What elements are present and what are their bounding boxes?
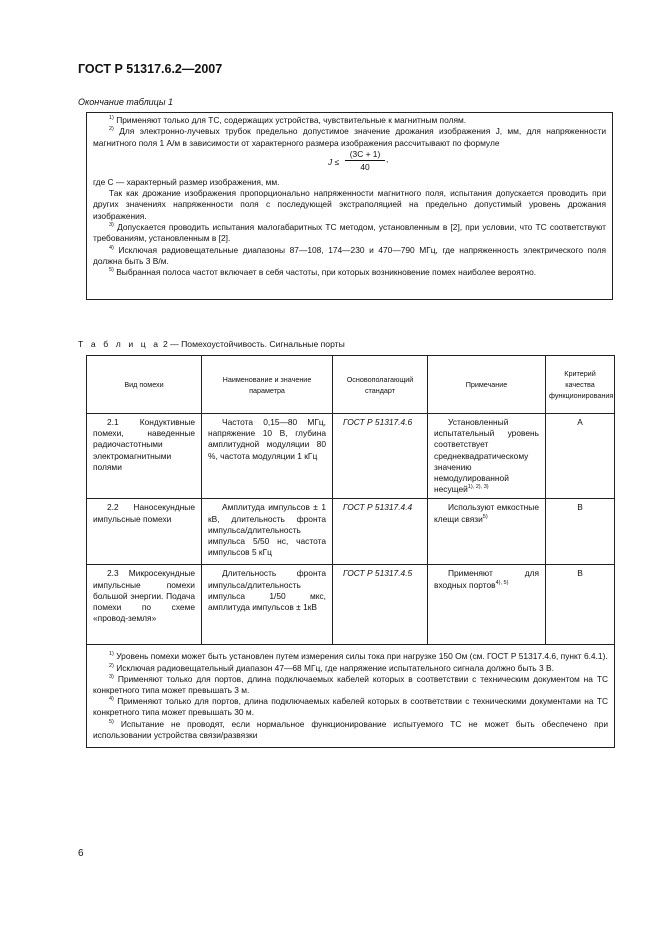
- formula-numerator: (3C + 1): [345, 149, 385, 161]
- table1-note-2-extra: Так как дрожание изображения пропорционально напряженности магнитного поля, испытания допускается проводить при других значениях напряженности поля с последующей экстраполяцией на предельно допустимый уровень дрожания изображения.: [93, 188, 606, 221]
- col-header-criterion: Критерий качества функционирования: [546, 356, 615, 414]
- table1-continuation-caption: Окончание таблицы 1: [78, 97, 173, 107]
- table2-notes: [87, 645, 615, 748]
- table1-note-2-where: где С — характерный размер изображения, мм.: [93, 176, 280, 187]
- cell-standard: ГОСТ Р 51317.4.4: [333, 499, 428, 565]
- standard-header: ГОСТ Р 51317.6.2—2007: [78, 62, 223, 76]
- table-row: [87, 499, 615, 565]
- cell-note: Применяют для входных портов$^{4), 5)}$: [428, 565, 546, 645]
- table1-note-1: $^{1)}$ Применяют только для ТС, содержащих устройства, чувствительные к магнитным полям.: [109, 115, 467, 125]
- col-header-standard: Основополагающий стандарт: [333, 356, 428, 414]
- table2-note-3: $^{3)}$ Применяют только для портов, длина подключаемых кабелей которых в соответствии с техническим документом на ТС конкретного типа может превышать 3 м.: [93, 673, 609, 696]
- cell-criterion: В: [546, 565, 615, 645]
- table2-note-5: $^{5)}$ Испытание не проводят, если нормальное функционирование испытуемого ТС не может быть обеспечено при использовании устройства связи/развязки: [93, 718, 609, 740]
- table1-note-5: $^{5)}$ Выбранная полоса частот включает в себя частоты, при которых возникновение помех наиболее вероятно.: [109, 267, 537, 278]
- table2-notes-row: [87, 645, 615, 748]
- table2-note-2: $^{2)}$ Исключая радиовещательный диапазон 47—68 МГц, где напряжение испытательного сигнала должно быть 3 В.: [109, 662, 554, 673]
- formula-denominator: 40: [360, 161, 370, 172]
- cell-criterion: А: [546, 414, 615, 499]
- cell-params: Амплитуда импульсов ± 1 кВ, длительность фронта импульса/длительность импульса 5/50 нс, частота импульсов 5 кГц: [202, 499, 333, 565]
- cell-type: 2.2 Наносекундные импульсные помехи: [87, 499, 202, 565]
- cell-note: Установленный испытательный уровень соответствует среднеквадратическому значению немодулированной несущей$^{1), 2), 3)}$: [428, 414, 546, 499]
- cell-type: 2.1 Кондуктивные помехи, наведенные радиочастотными электромагнитными полями: [87, 414, 202, 499]
- formula-lhs: J ≤: [328, 156, 340, 167]
- cell-criterion: В: [546, 499, 615, 565]
- table2: [86, 355, 615, 748]
- cell-standard: ГОСТ Р 51317.4.6: [333, 414, 428, 499]
- formula-tail: ,: [386, 153, 389, 164]
- cell-type: 2.3 Микросекундные импульсные помехи большой энергии. Подача помехи по схеме «провод-земля»: [87, 565, 202, 645]
- table1-note-4: $^{4)}$ Исключая радиовещательные диапазоны 87—108, 174—230 и 470—790 МГц, где напряженность электрического поля должна быть 3 В/м.: [93, 244, 606, 266]
- cell-note: Используют емкостные клещи связи$^{5)}$: [428, 499, 546, 565]
- cell-standard: ГОСТ Р 51317.4.5: [333, 565, 428, 645]
- table-header-row: [87, 356, 615, 414]
- table1-note-2: $^{2)}$ Для электронно-лучевых трубок предельно допустимое значение дрожания изображения J, мм, для напряженности магнитного поля 1 А/м в зависимости от характерного размера изображения рассчитывают по формуле: [93, 126, 607, 148]
- table2-note-4: $^{4)}$ Применяют только для портов, длина подключаемых кабелей которых в соответствии с техническими документами на ТС конкретного типа может превышать 30 м.: [93, 696, 608, 718]
- col-header-type: Вид помехи: [87, 356, 202, 414]
- formula-fraction: [345, 149, 385, 174]
- table-row: [87, 414, 615, 499]
- cell-params: Длительность фронта импульса/длительность импульса 1/50 мкс, амплитуда импульсов ± 1кВ: [202, 565, 333, 645]
- table1-notes-box: [86, 112, 613, 300]
- page-number: 6: [78, 848, 84, 859]
- jitter-formula: [93, 149, 606, 177]
- table1-note-3: $^{3)}$ Допускается проводить испытания малогабаритных ТС методом, установленным в [2], при условии, что ТС соответствуют требованиям, установленным в [2].: [93, 222, 607, 244]
- table2-note-1: $^{1)}$ Уровень помехи может быть установлен путем измерения силы тока при нагрузке 150 Ом (см. ГОСТ Р 51317.4.6, пункт 6.4.1).: [109, 651, 608, 662]
- table2-caption: Т а б л и ц а 2 — Помехоустойчивость. Сигнальные порты: [78, 339, 345, 349]
- table-row: [87, 565, 615, 645]
- col-header-params: Наименование и значение параметра: [202, 356, 333, 414]
- col-header-note: Примечание: [428, 356, 546, 414]
- cell-params: Частота 0,15—80 МГц, напряжение 10 В, глубина амплитудной модуляции 80 %, частота модуляции 1 кГц: [202, 414, 333, 499]
